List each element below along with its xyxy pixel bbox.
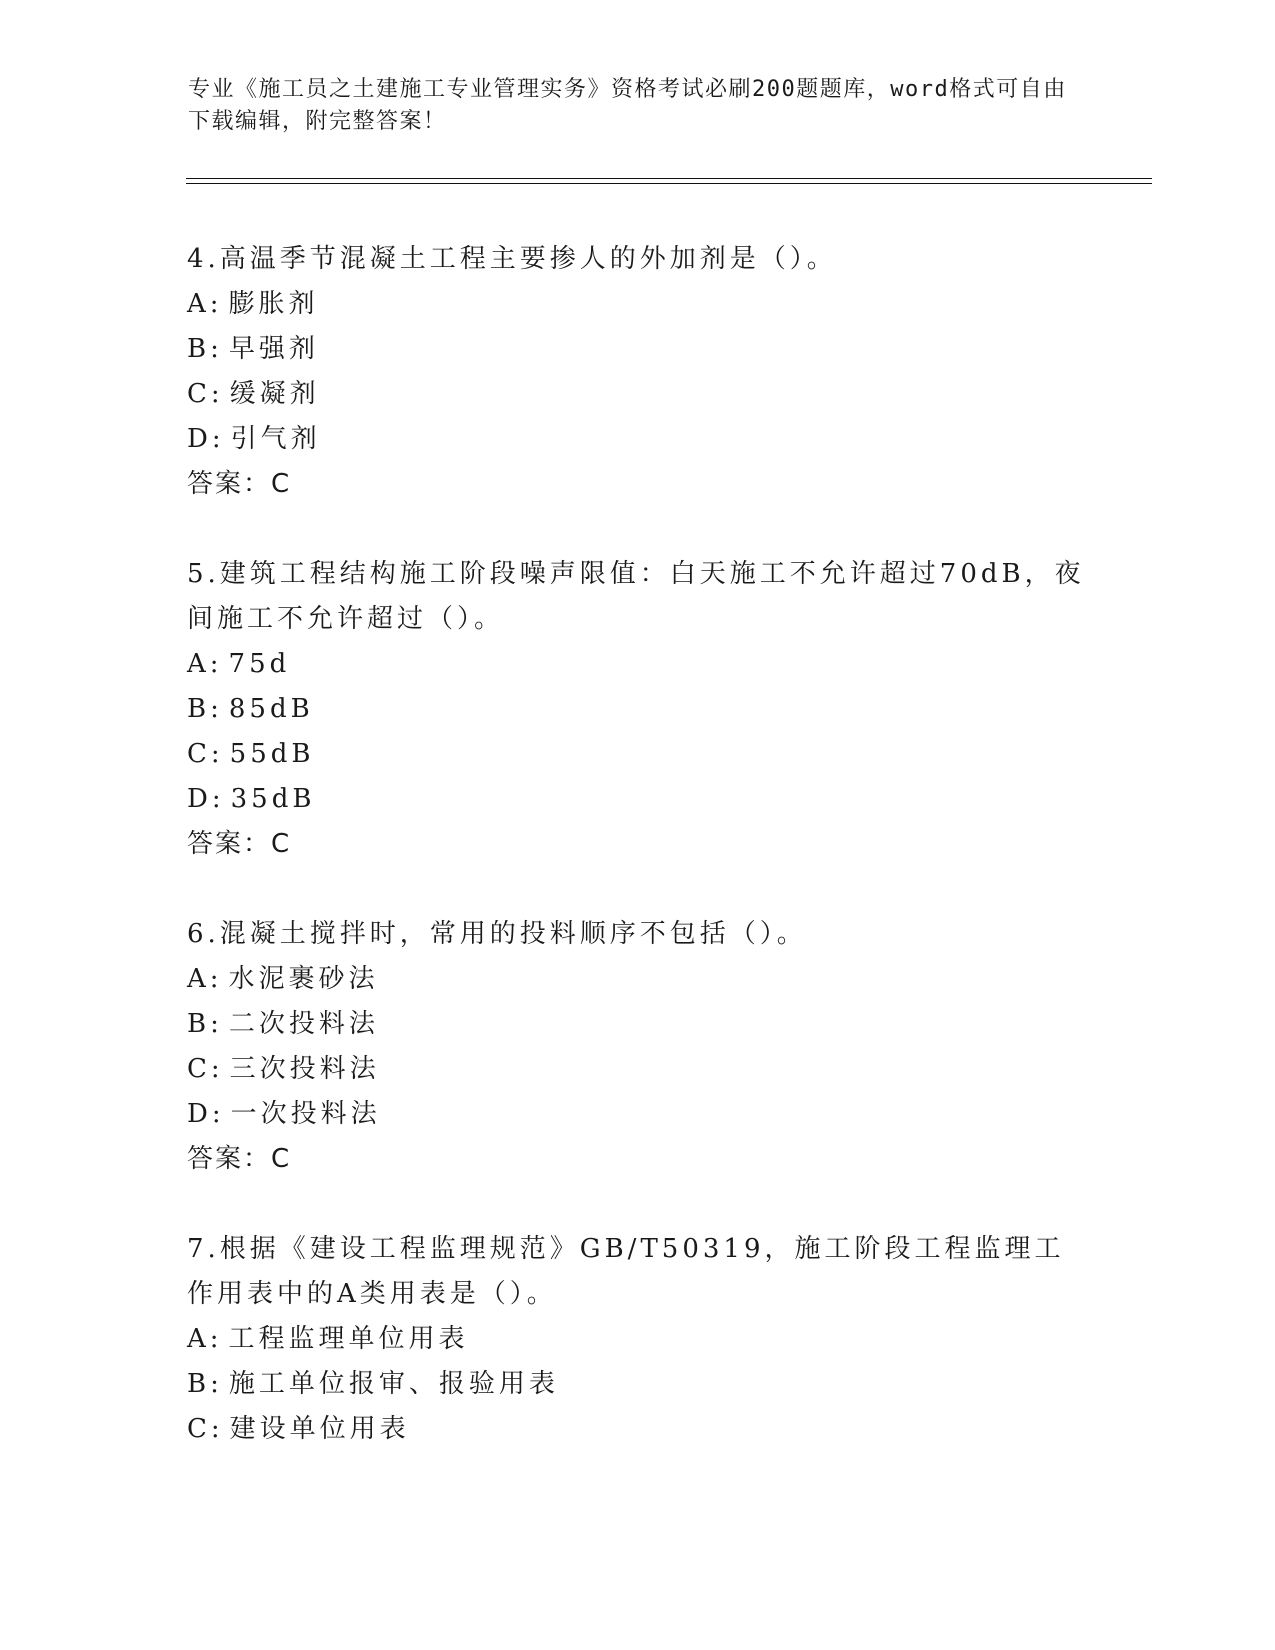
option-letter: C bbox=[187, 739, 211, 769]
option-a bbox=[187, 282, 1087, 327]
option-text: 缓凝剂 bbox=[229, 379, 320, 409]
option-b bbox=[187, 687, 1087, 732]
option-text: 施工单位报审、报验用表 bbox=[228, 1369, 559, 1399]
option-separator: : bbox=[209, 649, 223, 679]
option-separator: : bbox=[211, 1099, 225, 1129]
option-d bbox=[187, 417, 1087, 462]
option-letter: A bbox=[187, 289, 210, 319]
option-text: 建设单位用表 bbox=[229, 1414, 410, 1444]
question-stem: 7.根据《建设工程监理规范》GB/T50319，施工阶段工程监理工作用表中的A类用表是（）。 bbox=[187, 1234, 1065, 1309]
option-letter: B bbox=[187, 694, 211, 724]
question-7 bbox=[187, 1227, 1087, 1452]
option-c bbox=[187, 1407, 1087, 1452]
option-text: 85dB bbox=[228, 694, 314, 724]
header-divider-top bbox=[186, 178, 1152, 179]
option-a bbox=[187, 1317, 1087, 1362]
option-d bbox=[187, 777, 1087, 822]
question-6 bbox=[187, 912, 1087, 1182]
option-letter: A bbox=[187, 649, 210, 679]
option-separator: : bbox=[211, 424, 225, 454]
question-4 bbox=[187, 237, 1087, 507]
header-divider-bottom bbox=[186, 183, 1152, 184]
option-separator: : bbox=[210, 694, 223, 724]
option-separator: : bbox=[210, 1369, 223, 1399]
option-text: 三次投料法 bbox=[229, 1054, 380, 1084]
answer-line: 答案：C bbox=[187, 829, 292, 859]
option-c bbox=[187, 1047, 1087, 1092]
option-letter: D bbox=[187, 1099, 212, 1129]
option-separator: : bbox=[210, 1009, 223, 1039]
option-letter: C bbox=[187, 379, 211, 409]
option-letter: D bbox=[187, 784, 212, 814]
option-letter: A bbox=[187, 1324, 210, 1354]
option-text: 75d bbox=[228, 649, 291, 679]
option-separator: : bbox=[210, 1414, 224, 1444]
option-separator: : bbox=[210, 379, 224, 409]
option-letter: B bbox=[187, 1009, 211, 1039]
option-separator: : bbox=[210, 1054, 224, 1084]
option-text: 水泥裹砂法 bbox=[228, 964, 379, 994]
option-b bbox=[187, 327, 1087, 372]
option-separator: : bbox=[210, 334, 223, 364]
option-separator: : bbox=[209, 964, 223, 994]
option-letter: A bbox=[187, 964, 210, 994]
option-separator: : bbox=[209, 1324, 223, 1354]
option-text: 一次投料法 bbox=[230, 1099, 381, 1129]
question-stem: 5.建筑工程结构施工阶段噪声限值：白天施工不允许超过70dB，夜间施工不允许超过（）。 bbox=[187, 559, 1085, 634]
option-d bbox=[187, 1092, 1087, 1137]
option-c bbox=[187, 732, 1087, 777]
option-text: 早强剂 bbox=[228, 334, 319, 364]
option-c bbox=[187, 372, 1087, 417]
answer-line: 答案：C bbox=[187, 1144, 292, 1174]
option-letter: C bbox=[187, 1054, 211, 1084]
option-text: 55dB bbox=[229, 739, 315, 769]
option-b bbox=[187, 1002, 1087, 1047]
option-separator: : bbox=[209, 289, 223, 319]
option-letter: D bbox=[187, 424, 212, 454]
option-text: 二次投料法 bbox=[228, 1009, 379, 1039]
option-text: 35dB bbox=[230, 784, 316, 814]
option-a bbox=[187, 957, 1087, 1002]
answer-line: 答案：C bbox=[187, 469, 292, 499]
option-text: 膨胀剂 bbox=[228, 289, 319, 319]
option-letter: B bbox=[187, 1369, 211, 1399]
question-list bbox=[187, 237, 1087, 1497]
option-separator: : bbox=[211, 784, 225, 814]
document-intro: 专业《施工员之土建施工专业管理实务》资格考试必刷200题题库，word格式可自由下载编辑，附完整答案！ bbox=[188, 77, 1067, 134]
option-separator: : bbox=[210, 739, 224, 769]
option-a bbox=[187, 642, 1087, 687]
question-stem: 4.高温季节混凝土工程主要掺人的外加剂是（）。 bbox=[187, 244, 837, 274]
option-text: 引气剂 bbox=[230, 424, 321, 454]
question-5 bbox=[187, 552, 1087, 867]
option-text: 工程监理单位用表 bbox=[228, 1324, 469, 1354]
option-letter: B bbox=[187, 334, 211, 364]
question-stem: 6.混凝土搅拌时，常用的投料顺序不包括（）。 bbox=[187, 919, 807, 949]
option-b bbox=[187, 1362, 1087, 1407]
option-letter: C bbox=[187, 1414, 211, 1444]
